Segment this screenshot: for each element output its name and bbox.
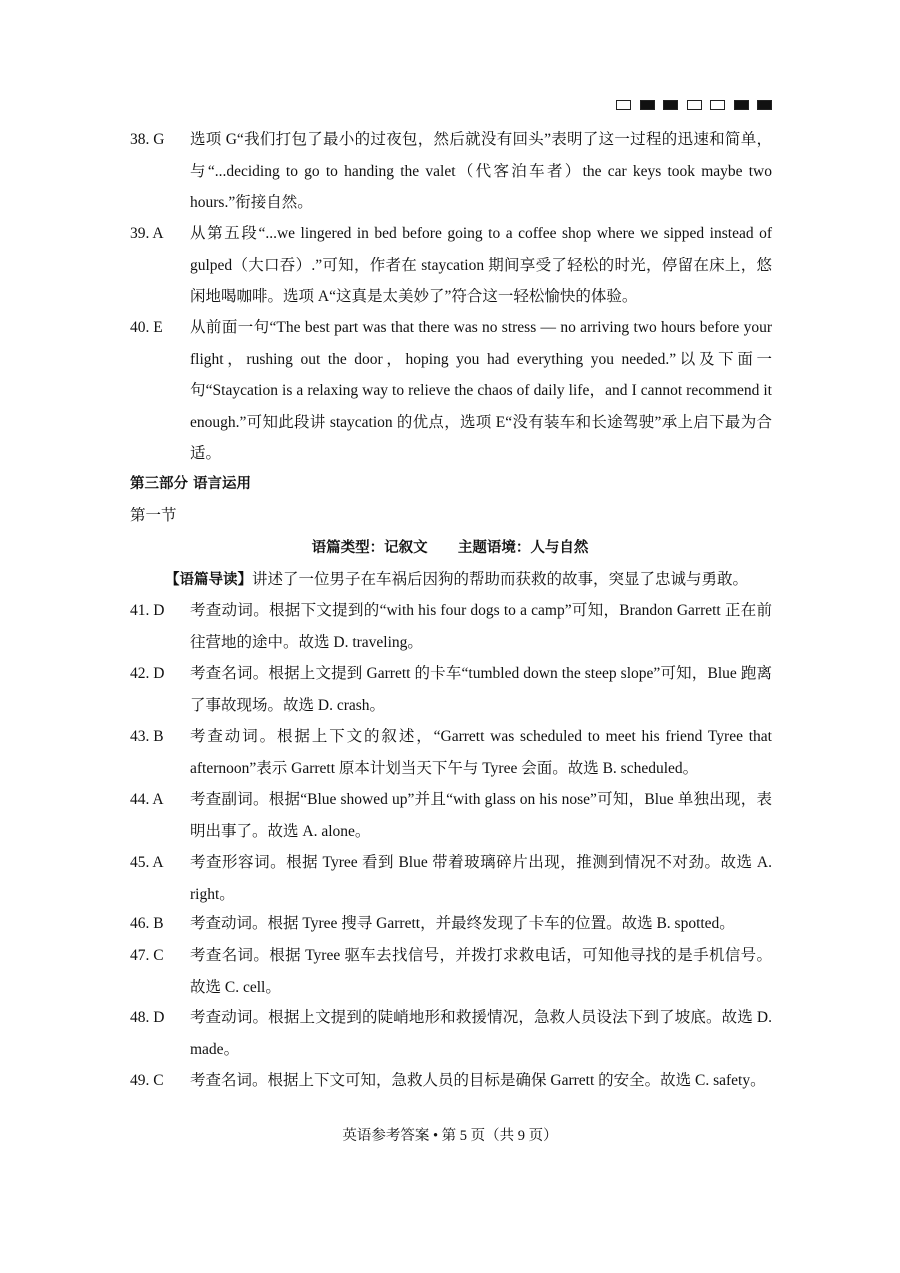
answer-number: 40. E [130, 319, 163, 336]
answer-number: 49. C [130, 1072, 164, 1089]
empty-square-mark [710, 100, 725, 110]
answer-explanation: 考查动词。根据上文提到的陡峭地形和救援情况，急救人员设法下到了坡底。故选 D. made。 [190, 1009, 772, 1058]
answer-number: 42. D [130, 665, 165, 682]
filled-square-mark [734, 100, 749, 110]
intro-text: 讲述了一位男子在车祸后因狗的帮助而获救的故事，突显了忠诚与勇敢。 [252, 571, 749, 588]
empty-square-mark [616, 100, 631, 110]
answer-explanation: 考查动词。根据下文提到的“with his four dogs to a camp”可知，Brandon Garrett 正在前往营地的途中。故选 D. traveling。 [190, 602, 772, 651]
answer-number: 45. A [130, 854, 164, 871]
answer-explanation: 考查名词。根据 Tyree 驱车去找信号，并拨打求救电话，可知他寻找的是手机信号。故选 C. cell。 [190, 947, 772, 996]
answer-number: 39. A [130, 225, 164, 242]
answer-explanation: 考查形容词。根据 Tyree 看到 Blue 带着玻璃碎片出现，推测到情况不对劲。故选 A. right。 [190, 854, 772, 903]
answer-number: 41. D [130, 602, 165, 619]
answer-explanation: 考查名词。根据上下文可知，急救人员的目标是确保 Garrett 的安全。故选 C. safety。 [190, 1072, 766, 1089]
filled-square-mark [757, 100, 772, 110]
answer-number: 43. B [130, 728, 164, 745]
part-title: 第三部分 语言运用 [130, 476, 252, 492]
answer-number: 44. A [130, 791, 164, 808]
subsection-title: 第一节 [130, 507, 177, 524]
empty-square-mark [687, 100, 702, 110]
answer-explanation: 考查名词。根据上文提到 Garrett 的卡车“tumbled down the steep slope”可知，Blue 跑离了事故现场。故选 D. crash。 [190, 665, 772, 714]
answer-explanation: 从第五段“...we lingered in bed before going to a coffee shop where we sipped instead of gulped（大口吞）.”可知，作者在 staycation 期间享受了轻松的时光，停留在床上，悠闲地喝咖啡。选项 A“这真是太美妙了”符合这一轻松愉快的体验。 [190, 225, 772, 305]
answer-explanation: 从前面一句“The best part was that there was no stress — no arriving two hours before your flight，rushing out the door，hoping you had everything you needed.”以及下面一句“Staycation is a relaxing way to relieve the chaos of daily life，and I cannot recommend it enough.”可知此段讲 staycation 的优点，选项 E“没有装车和长途驾驶”承上启下最为合适。 [190, 319, 772, 462]
answer-explanation: 考查动词。根据 Tyree 搜寻 Garrett，并最终发现了卡车的位置。故选 B. spotted。 [190, 915, 735, 932]
passage-info: 语篇类型：记叙文 主题语境：人与自然 [311, 540, 589, 556]
answer-number: 38. G [130, 131, 165, 148]
answer-number: 47. C [130, 947, 164, 964]
answer-explanation: 考查动词。根据上下文的叙述，“Garrett was scheduled to meet his friend Tyree that afternoon”表示 Garrett 原本计划当天下午与 Tyree 会面。故选 B. scheduled。 [190, 728, 772, 777]
filled-square-mark [640, 100, 655, 110]
intro-tag: 【语篇导读】 [165, 572, 252, 588]
page-footer: 英语参考答案 • 第 5 页（共 9 页） [342, 1128, 558, 1144]
passage-intro [165, 564, 775, 596]
answer-explanation: 考查副词。根据“Blue showed up”并且“with glass on his nose”可知，Blue 单独出现，表明出事了。故选 A. alone。 [190, 791, 772, 840]
filled-square-mark [663, 100, 678, 110]
answer-number: 46. B [130, 915, 164, 932]
answer-explanation: 选项 G“我们打包了最小的过夜包，然后就没有回头”表明了这一过程的迅速和简单，与“...deciding to go to handing the valet（代客泊车者）the car keys took maybe two hours.”衔接自然。 [190, 131, 772, 211]
answer-number: 48. D [130, 1009, 165, 1026]
